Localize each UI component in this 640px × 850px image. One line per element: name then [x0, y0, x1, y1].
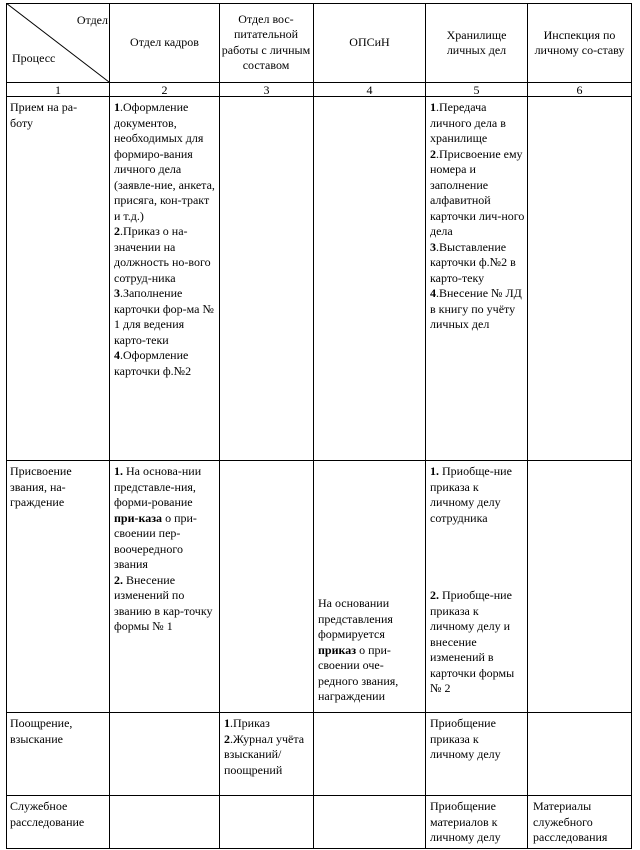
grid-line [6, 795, 632, 796]
list-item: 3.Выставление карточки ф.№2 в карто-теку [430, 239, 516, 285]
process-investigation: Служебное расследование [10, 799, 85, 829]
header-personnel-inspection: Инспекция по личному со-ставу [534, 27, 625, 57]
grid-line [6, 848, 632, 849]
grid-line [527, 3, 528, 849]
rank-opsin-step: На основании представления формируется приказ о при-своении оче-редного звания, награждении [318, 596, 399, 703]
corner-label-department: Отдел [76, 13, 108, 27]
header-personal-files-storage: Хранилище личных дел [446, 27, 507, 57]
header-hr-department: Отдел кадров [130, 35, 199, 50]
process-table [6, 3, 632, 849]
grid-line [219, 3, 220, 849]
investigation-archive-step: Приобщение материалов к личному делу [430, 799, 501, 844]
list-item: 1.Приказ [224, 716, 270, 730]
column-number: 5 [473, 83, 480, 97]
grid-line [6, 3, 7, 849]
list-item: 3.Заполнение карточки фор-ма № 1 для ведения карто-теки [114, 286, 214, 347]
list-item: 2.Приказ о на-значении на должность но-вого сотруд-ника [114, 224, 211, 285]
column-number: 2 [161, 83, 168, 97]
column-number: 6 [576, 83, 583, 97]
investigation-inspection-step: Материалы служебного расследования [533, 799, 608, 844]
grid-line [425, 3, 426, 849]
list-item: 1. Приобще-ние приказа к личному делу сотрудника [430, 464, 512, 525]
grid-line [6, 460, 632, 461]
hiring-archive-steps [430, 100, 525, 333]
list-item: 1.Оформление документов, необходимых для формиро-вания личного дела (заявле-ние, анкета, присяга, кон-тракт и т.д.) [114, 100, 215, 223]
corner-label-process: Процесс [12, 51, 56, 65]
list-item: 2. Приобще-ние приказа к личному делу и внесение изменений в карточки формы № 2 [430, 588, 515, 695]
hiring-hr-steps [114, 100, 217, 379]
list-item: 2.Присвоение ему номера и заполнение алфавитной карточки лич-ного дела [430, 146, 525, 238]
grid-line [313, 3, 314, 849]
list-item: 4.Оформление карточки ф.№2 [114, 348, 192, 378]
incentive-archive-step: Приобщение приказа к личному делу [430, 716, 501, 761]
column-number: 1 [55, 83, 61, 97]
list-item: 2. Внесение изменений по званию в кар-точку формы № 1 [114, 572, 213, 633]
grid-line [6, 712, 632, 713]
process-rank-award: Присвоение звания, на-граждение [10, 464, 72, 509]
header-education-department: Отдел вос-питательной работы с личным составом [221, 11, 311, 72]
rank-archive-steps [430, 464, 525, 697]
list-item: 4.Внесение № ЛД в книгу по учёту личных дел [430, 286, 522, 331]
grid-line [109, 3, 110, 849]
list-item: 1.Передача личного дела в хранилище [430, 100, 506, 145]
process-hiring: Прием на ра-боту [10, 100, 78, 130]
header-opsin: ОПСиН [349, 35, 390, 50]
column-number: 3 [263, 83, 270, 97]
process-incentive-penalty: Поощрение, взыскание [10, 716, 73, 746]
grid-line [631, 3, 632, 849]
incentive-education-steps [224, 716, 310, 778]
column-number: 4 [366, 83, 373, 97]
list-item: 1. На основа-нии представле-ния, форми-рование при-каза о при-своении пер-воочередного звания [114, 464, 202, 571]
list-item: 2.Журнал учёта взысканий/ поощрений [224, 731, 305, 777]
rank-hr-steps [114, 464, 217, 635]
